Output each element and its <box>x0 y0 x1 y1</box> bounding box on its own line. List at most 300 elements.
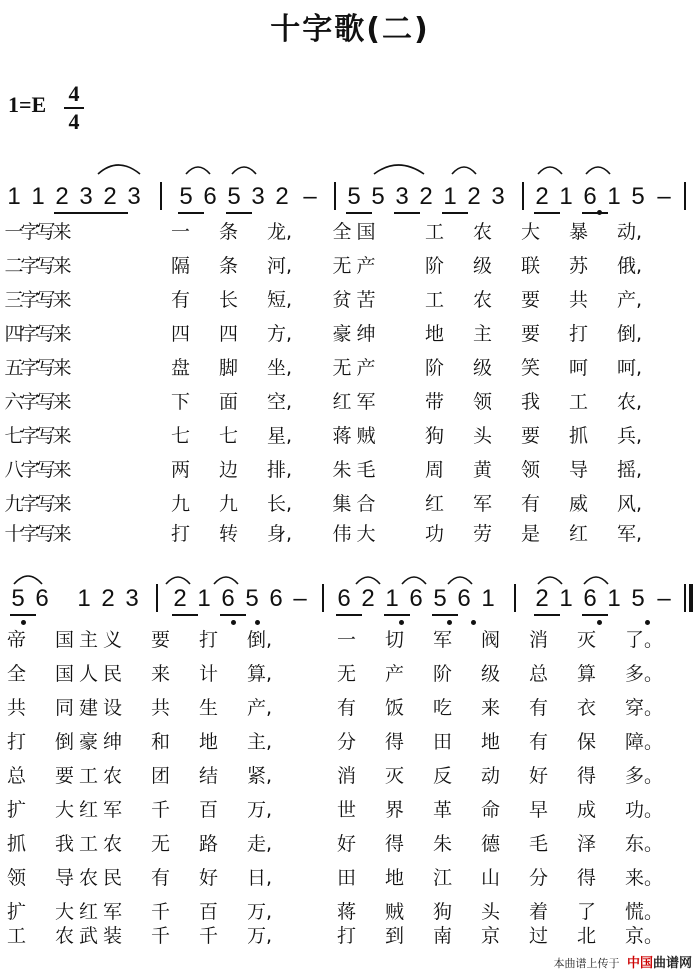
lyric-row <box>0 628 700 658</box>
lyric-syllable: 边 <box>219 459 239 481</box>
lyric-syllable: 要 <box>521 289 541 311</box>
lyric-syllable: 百 <box>199 799 219 821</box>
lyric-syllable: 军 <box>103 901 123 923</box>
lyric-syllable: 早 <box>529 799 549 821</box>
slur <box>374 165 424 174</box>
lyric-syllable: 路 <box>199 833 219 855</box>
lyric-syllable: 威 <box>569 493 589 515</box>
low-octave-dot <box>231 620 236 625</box>
lyric-syllable: 武 <box>79 925 99 947</box>
note: 5 <box>179 183 193 210</box>
note: 2 <box>467 183 481 210</box>
lyric-syllable: 共 <box>7 697 27 719</box>
lyric-syllable: 阀 <box>481 629 501 651</box>
lyric-syllable: 产, <box>617 289 643 311</box>
lyric-syllable: 动, <box>617 221 643 243</box>
lyric-syllable: 结 <box>199 765 219 787</box>
lyric-syllable: 万, <box>247 901 273 923</box>
note: 5 <box>631 183 645 210</box>
lyric-syllable: 革 <box>433 799 453 821</box>
lyric-syllable: 红 <box>79 799 99 821</box>
notation-line-1 <box>0 148 700 208</box>
lyric-syllable: 好 <box>199 867 219 889</box>
lyric-syllable: 好 <box>337 833 357 855</box>
lyric-char: 来 <box>52 459 72 481</box>
lyric-syllable: 红 <box>425 493 445 515</box>
lyric-syllable: 有 <box>337 697 357 719</box>
lyric-syllable: 总 <box>7 765 27 787</box>
note: 6 <box>269 585 283 612</box>
lyric-syllable: 得 <box>385 833 405 855</box>
lyric-syllable: 军 <box>473 493 493 515</box>
lyric-syllable: 有 <box>529 697 549 719</box>
lyric-syllable: 了 <box>577 901 597 923</box>
lyric-char: 二 <box>4 255 24 277</box>
lyric-syllable: 日, <box>247 867 273 889</box>
lyric-syllable: 东。 <box>625 833 664 855</box>
slur <box>186 167 210 174</box>
lyric-char: 四 <box>4 323 24 345</box>
lyric-syllable: 要 <box>55 765 75 787</box>
lyric-char: 写 <box>36 493 56 515</box>
lyric-char: 来 <box>52 523 72 545</box>
lyric-syllable: 穿。 <box>625 697 664 719</box>
lyric-syllable: 四 <box>219 323 239 345</box>
note: 2 <box>173 585 187 612</box>
lyric-syllable: 红 <box>79 901 99 923</box>
low-octave-dot <box>597 620 602 625</box>
slur <box>448 577 472 584</box>
logo-sub: 曲谱网 <box>652 956 692 971</box>
lyric-syllable: 短, <box>267 289 293 311</box>
barline <box>160 182 162 210</box>
lyric-char: 写 <box>36 323 56 345</box>
lyric-syllable: 阶 <box>425 255 445 277</box>
lyric-char: 字 <box>20 357 40 379</box>
lyric-syllable: 得 <box>577 867 597 889</box>
lyric-char: 大 <box>356 523 376 545</box>
lyric-syllable: 暴 <box>569 221 589 243</box>
low-octave-dot <box>255 620 260 625</box>
lyric-syllable: 山 <box>481 867 501 889</box>
barline <box>322 584 324 612</box>
lyric-syllable: 条 <box>219 255 239 277</box>
lyric-syllable: 狗 <box>425 425 445 447</box>
lyric-syllable: 条 <box>219 221 239 243</box>
final-barline <box>684 584 686 612</box>
lyric-syllable: 方, <box>267 323 293 345</box>
lyric-syllable: 田 <box>433 731 453 753</box>
lyric-char: 字 <box>20 523 40 545</box>
lyric-syllable: 万, <box>247 925 273 947</box>
slur <box>538 167 562 174</box>
eighth-underline <box>178 212 204 214</box>
lyric-syllable: 装 <box>103 925 123 947</box>
note: 2 <box>419 183 433 210</box>
lyric-syllable: 黄 <box>473 459 493 481</box>
lyric-char: 五 <box>4 357 24 379</box>
lyric-syllable: 吃 <box>433 697 453 719</box>
lyric-syllable: 过 <box>529 925 549 947</box>
eighth-underline <box>10 614 36 616</box>
footer-text: 本曲谱上传于 <box>553 957 620 970</box>
note: 5 <box>371 183 385 210</box>
lyric-syllable: 千 <box>199 925 219 947</box>
barline <box>522 182 524 210</box>
lyric-syllable: 饭 <box>385 697 405 719</box>
note: 6 <box>35 585 49 612</box>
lyric-char: 写 <box>36 221 56 243</box>
lyric-syllable: 打 <box>7 731 27 753</box>
lyric-syllable: 抓 <box>7 833 27 855</box>
lyric-syllable: 帝 <box>7 629 27 651</box>
lyric-syllable: 级 <box>473 357 493 379</box>
lyric-char: 贼 <box>356 425 376 447</box>
lyric-char: 字 <box>20 289 40 311</box>
note: 3 <box>127 183 141 210</box>
lyric-syllable: 千 <box>151 925 171 947</box>
note: 1 <box>385 585 399 612</box>
lyric-syllable: 工 <box>569 391 589 413</box>
lyric-syllable: 工 <box>425 221 445 243</box>
note: 1 <box>559 585 573 612</box>
lyric-row <box>0 832 700 862</box>
lyric-syllable: 民 <box>103 867 123 889</box>
lyric-syllable: 九 <box>219 493 239 515</box>
lyric-syllable: 好 <box>529 765 549 787</box>
lyric-syllable: 一 <box>171 221 191 243</box>
note: 6 <box>337 585 351 612</box>
lyric-syllable: 大 <box>521 221 541 243</box>
lyric-syllable: 四 <box>171 323 191 345</box>
lyric-syllable: 排, <box>267 459 293 481</box>
lyric-syllable: 一 <box>337 629 357 651</box>
lyric-char: 产 <box>356 357 376 379</box>
note: 2 <box>275 183 289 210</box>
lyric-char: 伟 <box>332 523 352 545</box>
low-octave-dot <box>399 620 404 625</box>
lyric-syllable: 工 <box>79 765 99 787</box>
lyric-char: 来 <box>52 357 72 379</box>
eighth-underline <box>394 212 420 214</box>
lyric-char: 七 <box>4 425 24 447</box>
lyric-syllable: 有 <box>171 289 191 311</box>
note: 2 <box>103 183 117 210</box>
lyric-syllable: 计 <box>199 663 219 685</box>
key-signature: 1=E <box>8 92 47 117</box>
note: 1 <box>31 183 45 210</box>
lyric-syllable: 紧, <box>247 765 273 787</box>
lyric-syllable: 俄, <box>617 255 643 277</box>
lyric-syllable: 江 <box>433 867 453 889</box>
lyric-char: 一 <box>4 221 24 243</box>
lyric-syllable: 要 <box>521 323 541 345</box>
lyric-syllable: 兵, <box>617 425 643 447</box>
slur <box>166 577 190 584</box>
note: 2 <box>361 585 375 612</box>
lyric-syllable: 领 <box>7 867 27 889</box>
lyric-syllable: 无 <box>151 833 171 855</box>
lyric-char: 写 <box>36 255 56 277</box>
lyric-char: 红 <box>332 391 352 413</box>
lyric-syllable: 扩 <box>7 901 27 923</box>
lyric-syllable: 军, <box>617 523 643 545</box>
lyric-syllable: 地 <box>425 323 445 345</box>
lyric-syllable: 身, <box>267 523 293 545</box>
lyric-char: 贫 <box>332 289 352 311</box>
lyric-syllable: 消 <box>529 629 549 651</box>
lyric-syllable: 导 <box>569 459 589 481</box>
low-octave-dot <box>471 620 476 625</box>
note: 6 <box>221 585 235 612</box>
note: 5 <box>245 585 259 612</box>
lyric-syllable: 有 <box>521 493 541 515</box>
note: 1 <box>7 183 21 210</box>
lyric-syllable: 贼 <box>385 901 405 923</box>
lyric-syllable: 面 <box>219 391 239 413</box>
lyric-syllable: 分 <box>337 731 357 753</box>
lyric-row <box>0 458 700 488</box>
lyric-syllable: 主 <box>473 323 493 345</box>
low-octave-dot <box>597 210 602 215</box>
lyric-syllable: 要 <box>521 425 541 447</box>
lyric-syllable: 倒 <box>55 731 75 753</box>
note: 5 <box>433 585 447 612</box>
lyric-syllable: 国 <box>55 663 75 685</box>
lyric-syllable: 导 <box>55 867 75 889</box>
note: – <box>657 183 671 210</box>
lyric-char: 写 <box>36 357 56 379</box>
note: 6 <box>409 585 423 612</box>
lyric-syllable: 工 <box>425 289 445 311</box>
lyric-char: 字 <box>20 391 40 413</box>
lyric-syllable: 倒, <box>617 323 643 345</box>
lyric-syllable: 切 <box>385 629 405 651</box>
lyric-syllable: 田 <box>337 867 357 889</box>
lyric-row <box>0 522 700 552</box>
lyric-syllable: 农 <box>473 221 493 243</box>
lyric-char: 字 <box>20 425 40 447</box>
slur <box>584 577 608 584</box>
lyric-syllable: 我 <box>521 391 541 413</box>
lyric-syllable: 农 <box>103 765 123 787</box>
lyric-syllable: 农 <box>79 867 99 889</box>
note: – <box>293 585 307 612</box>
final-barline-thick <box>689 584 693 612</box>
note: 2 <box>535 183 549 210</box>
lyric-syllable: 南 <box>433 925 453 947</box>
lyric-syllable: 产, <box>247 697 273 719</box>
lyric-syllable: 主, <box>247 731 273 753</box>
lyric-char: 六 <box>4 391 24 413</box>
lyric-row <box>0 924 700 954</box>
barline <box>156 584 158 612</box>
lyric-syllable: 要 <box>151 629 171 651</box>
lyric-syllable: 大 <box>55 799 75 821</box>
lyric-syllable: 我 <box>55 833 75 855</box>
lyric-syllable: 呵, <box>617 357 643 379</box>
lyric-syllable: 摇, <box>617 459 643 481</box>
lyric-char: 苦 <box>356 289 376 311</box>
lyric-char: 字 <box>20 221 40 243</box>
lyric-syllable: 灭 <box>385 765 405 787</box>
note: 1 <box>77 585 91 612</box>
time-signature <box>62 82 86 134</box>
meter-bottom: 4 <box>68 109 80 134</box>
note: 5 <box>227 183 241 210</box>
barline <box>684 182 686 210</box>
note: 3 <box>79 183 93 210</box>
lyric-char: 来 <box>52 425 72 447</box>
lyric-syllable: 障。 <box>625 731 664 753</box>
lyric-syllable: 军 <box>103 799 123 821</box>
lyric-syllable: 工 <box>79 833 99 855</box>
lyric-char: 字 <box>20 493 40 515</box>
low-octave-dot <box>21 620 26 625</box>
note: 6 <box>583 585 597 612</box>
lyric-row <box>0 356 700 386</box>
eighth-underline <box>346 212 372 214</box>
lyric-syllable: 呵 <box>569 357 589 379</box>
lyric-syllable: 走, <box>247 833 273 855</box>
lyric-syllable: 苏 <box>569 255 589 277</box>
lyric-row <box>0 730 700 760</box>
lyric-syllable: 来 <box>481 697 501 719</box>
lyric-syllable: 京 <box>481 925 501 947</box>
eighth-underline <box>336 614 362 616</box>
eighth-underline <box>534 614 560 616</box>
eighth-underline <box>442 212 468 214</box>
eighth-underline <box>534 212 560 214</box>
lyric-syllable: 衣 <box>577 697 597 719</box>
lyric-syllable: 抓 <box>569 425 589 447</box>
lyric-syllable: 成 <box>577 799 597 821</box>
lyric-char: 三 <box>4 289 24 311</box>
site-footer <box>553 952 692 971</box>
lyric-syllable: 主 <box>79 629 99 651</box>
lyric-syllable: 头 <box>473 425 493 447</box>
lyric-syllable: 团 <box>151 765 171 787</box>
lyric-syllable: 灭 <box>577 629 597 651</box>
lyric-syllable: 总 <box>529 663 549 685</box>
slur <box>452 167 476 174</box>
lyric-char: 来 <box>52 289 72 311</box>
note: 5 <box>347 183 361 210</box>
lyric-row <box>0 424 700 454</box>
lyric-char: 蒋 <box>332 425 352 447</box>
note: 3 <box>251 183 265 210</box>
lyric-syllable: 慌。 <box>625 901 664 923</box>
lyric-syllable: 世 <box>337 799 357 821</box>
slur <box>232 167 256 174</box>
lyric-syllable: 蒋 <box>337 901 357 923</box>
lyric-syllable: 联 <box>521 255 541 277</box>
site-logo[interactable] <box>627 956 692 971</box>
lyric-char: 写 <box>36 459 56 481</box>
lyric-row <box>0 866 700 896</box>
note: 5 <box>11 585 25 612</box>
lyric-syllable: 国 <box>55 629 75 651</box>
lyric-syllable: 阶 <box>433 663 453 685</box>
note: 6 <box>203 183 217 210</box>
note: – <box>657 585 671 612</box>
lyric-syllable: 共 <box>151 697 171 719</box>
lyric-char: 国 <box>356 221 376 243</box>
note: 1 <box>443 183 457 210</box>
lyric-char: 无 <box>332 255 352 277</box>
note: 6 <box>583 183 597 210</box>
lyric-syllable: 长, <box>267 493 293 515</box>
lyric-syllable: 反 <box>433 765 453 787</box>
lyric-syllable: 建 <box>79 697 99 719</box>
lyric-syllable: 多。 <box>625 765 664 787</box>
note: 1 <box>481 585 495 612</box>
slur <box>356 577 380 584</box>
note: 2 <box>535 585 549 612</box>
lyric-syllable: 北 <box>577 925 597 947</box>
lyric-char: 字 <box>20 323 40 345</box>
lyric-syllable: 周 <box>425 459 445 481</box>
lyric-syllable: 打 <box>171 523 191 545</box>
eighth-underline <box>172 614 198 616</box>
slur <box>214 577 238 584</box>
lyric-char: 九 <box>4 493 24 515</box>
lyric-syllable: 倒, <box>247 629 273 651</box>
lyric-char: 十 <box>4 523 24 545</box>
lyric-syllable: 义 <box>103 629 123 651</box>
lyric-syllable: 领 <box>473 391 493 413</box>
lyric-char: 来 <box>52 391 72 413</box>
lyric-syllable: 和 <box>151 731 171 753</box>
eighth-underline <box>102 212 128 214</box>
lyric-syllable: 来 <box>151 663 171 685</box>
slurs-line-1 <box>0 148 700 178</box>
note: 5 <box>631 585 645 612</box>
lyric-syllable: 全 <box>7 663 27 685</box>
lyric-syllable: 河, <box>267 255 293 277</box>
low-octave-dot <box>447 620 452 625</box>
lyric-char: 绅 <box>356 323 376 345</box>
barline <box>334 182 336 210</box>
lyric-syllable: 有 <box>529 731 549 753</box>
lyric-syllable: 毛 <box>529 833 549 855</box>
lyric-syllable: 下 <box>171 391 191 413</box>
lyric-syllable: 农 <box>473 289 493 311</box>
lyric-row <box>0 798 700 828</box>
lyric-syllable: 多。 <box>625 663 664 685</box>
lyric-char: 写 <box>36 289 56 311</box>
lyric-char: 来 <box>52 323 72 345</box>
lyric-char: 来 <box>52 493 72 515</box>
lyric-syllable: 绅 <box>103 731 123 753</box>
lyric-syllable: 界 <box>385 799 405 821</box>
lyric-char: 写 <box>36 523 56 545</box>
notation-line-2 <box>0 550 700 610</box>
lyric-syllable: 生 <box>199 697 219 719</box>
lyric-syllable: 军 <box>433 629 453 651</box>
lyric-syllable: 脚 <box>219 357 239 379</box>
lyric-row <box>0 220 700 250</box>
lyric-syllable: 打 <box>569 323 589 345</box>
lyric-syllable: 千 <box>151 799 171 821</box>
meter-top: 4 <box>68 81 80 106</box>
note: 3 <box>125 585 139 612</box>
note: 2 <box>101 585 115 612</box>
lyric-syllable: 消 <box>337 765 357 787</box>
lyric-syllable: 农, <box>617 391 643 413</box>
lyric-row <box>0 764 700 794</box>
lyric-syllable: 万, <box>247 799 273 821</box>
